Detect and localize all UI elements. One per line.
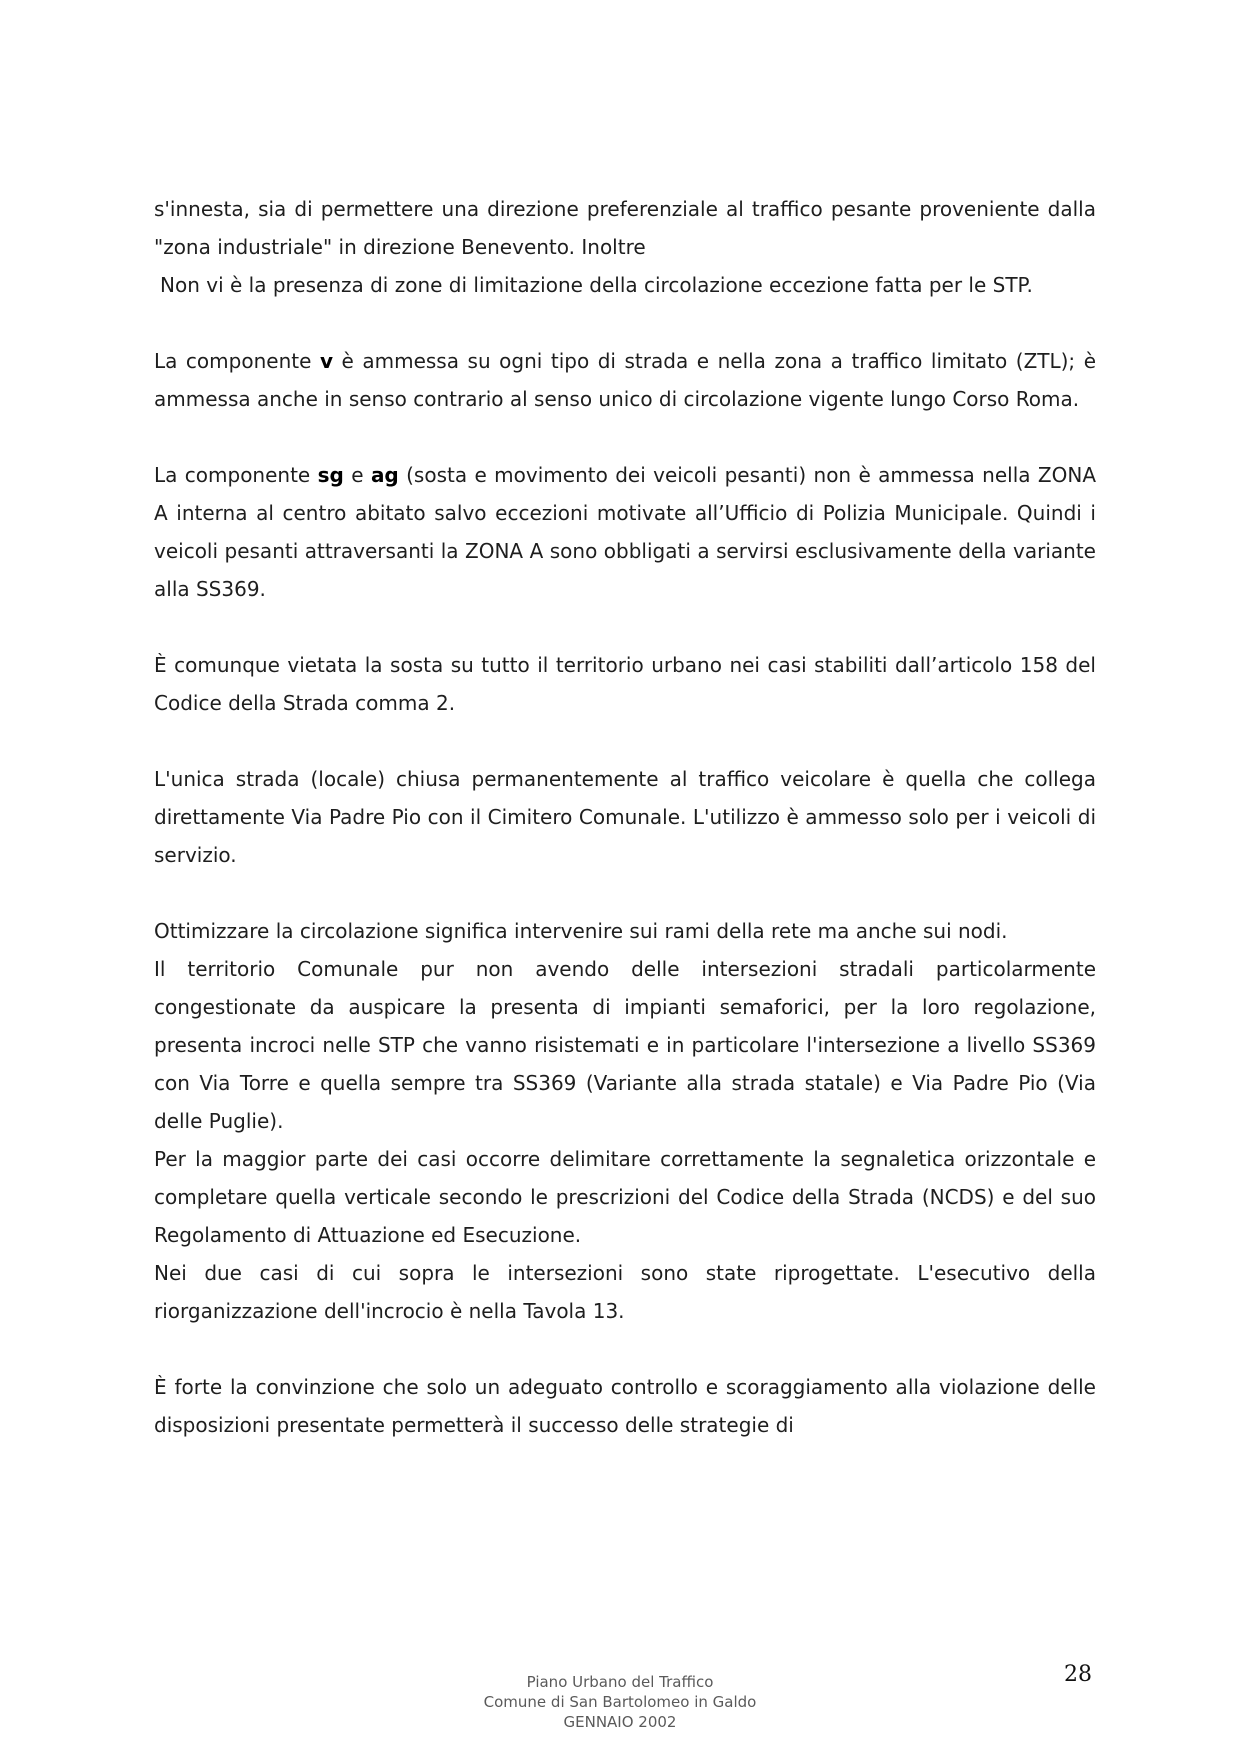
paragraph-4: È comunque vietata la sosta su tutto il territorio urbano nei casi stabiliti dall’articolo 158 del Codice della Strada comma 2. <box>154 653 1096 715</box>
paragraph-3-pre: La componente <box>154 463 318 487</box>
page-footer <box>0 1672 1240 1732</box>
component-v: v <box>319 349 333 373</box>
paragraph-6d: Nei due casi di cui sopra le intersezioni sono state riprogettate. L'esecutivo della riorganizzazione dell'incrocio è nella Tavola 13. <box>154 1261 1096 1323</box>
paragraph-7: È forte la convinzione che solo un adeguato controllo e scoraggiamento alla violazione delle disposizioni presentate permetterà il successo delle strategie di <box>154 1375 1096 1437</box>
paragraph-3-post: (sosta e movimento dei veicoli pesanti) non è ammessa nella ZONA A interna al centro abitato salvo eccezioni motivate all’Ufficio di Polizia Municipale. Quindi i veicoli pesanti attraversanti la ZONA A sono obbligati a servirsi esclusivamente della variante alla SS369. <box>154 463 1097 601</box>
document-body <box>154 190 1096 1482</box>
paragraph-1b: Non vi è la presenza di zone di limitazione della circolazione eccezione fatta per le STP. <box>160 273 1033 297</box>
paragraph-2 <box>154 342 1096 418</box>
footer-municipality: Comune di San Bartolomeo in Galdo <box>483 1693 757 1711</box>
paragraph-3-mid: e <box>343 463 371 487</box>
paragraph-3 <box>154 456 1096 608</box>
paragraph-1a: s'innesta, sia di permettere una direzione preferenziale al traffico pesante proveniente dalla "zona industriale" in direzione Benevento. Inoltre <box>154 197 1096 259</box>
paragraph-6b: Il territorio Comunale pur non avendo delle intersezioni stradali particolarmente congestionate da auspicare la presenta di impianti semaforici, per la loro regolazione, presenta incroci nelle STP che vanno risistemati e in particolare l'intersezione a livello SS369 con Via Torre e quella sempre tra SS369 (Variante alla strada statale) e Via Padre Pio (Via delle Puglie). <box>154 957 1096 1133</box>
paragraph-2-pre: La componente <box>154 349 320 373</box>
component-ag: ag <box>370 463 399 487</box>
paragraph-6c: Per la maggior parte dei casi occorre delimitare correttamente la segnaletica orizzontale e completare quella verticale secondo le prescrizioni del Codice della Strada (NCDS) e del suo Regolamento di Attuazione ed Esecuzione. <box>154 1147 1096 1247</box>
footer-title: Piano Urbano del Traffico <box>526 1673 714 1691</box>
page-number: 28 <box>1064 1662 1092 1687</box>
paragraph-2-post: è ammessa su ogni tipo di strada e nella zona a traffico limitato (ZTL); è ammessa anche in senso contrario al senso unico di circolazione vigente lungo Corso Roma. <box>154 349 1097 411</box>
paragraph-6a: Ottimizzare la circolazione significa intervenire sui rami della rete ma anche sui nodi. <box>154 919 1008 943</box>
footer-date: GENNAIO 2002 <box>563 1713 677 1731</box>
paragraph-5: L'unica strada (locale) chiusa permanentemente al traffico veicolare è quella che collega direttamente Via Padre Pio con il Cimitero Comunale. L'utilizzo è ammesso solo per i veicoli di servizio. <box>154 767 1096 867</box>
component-sg: sg <box>317 463 344 487</box>
